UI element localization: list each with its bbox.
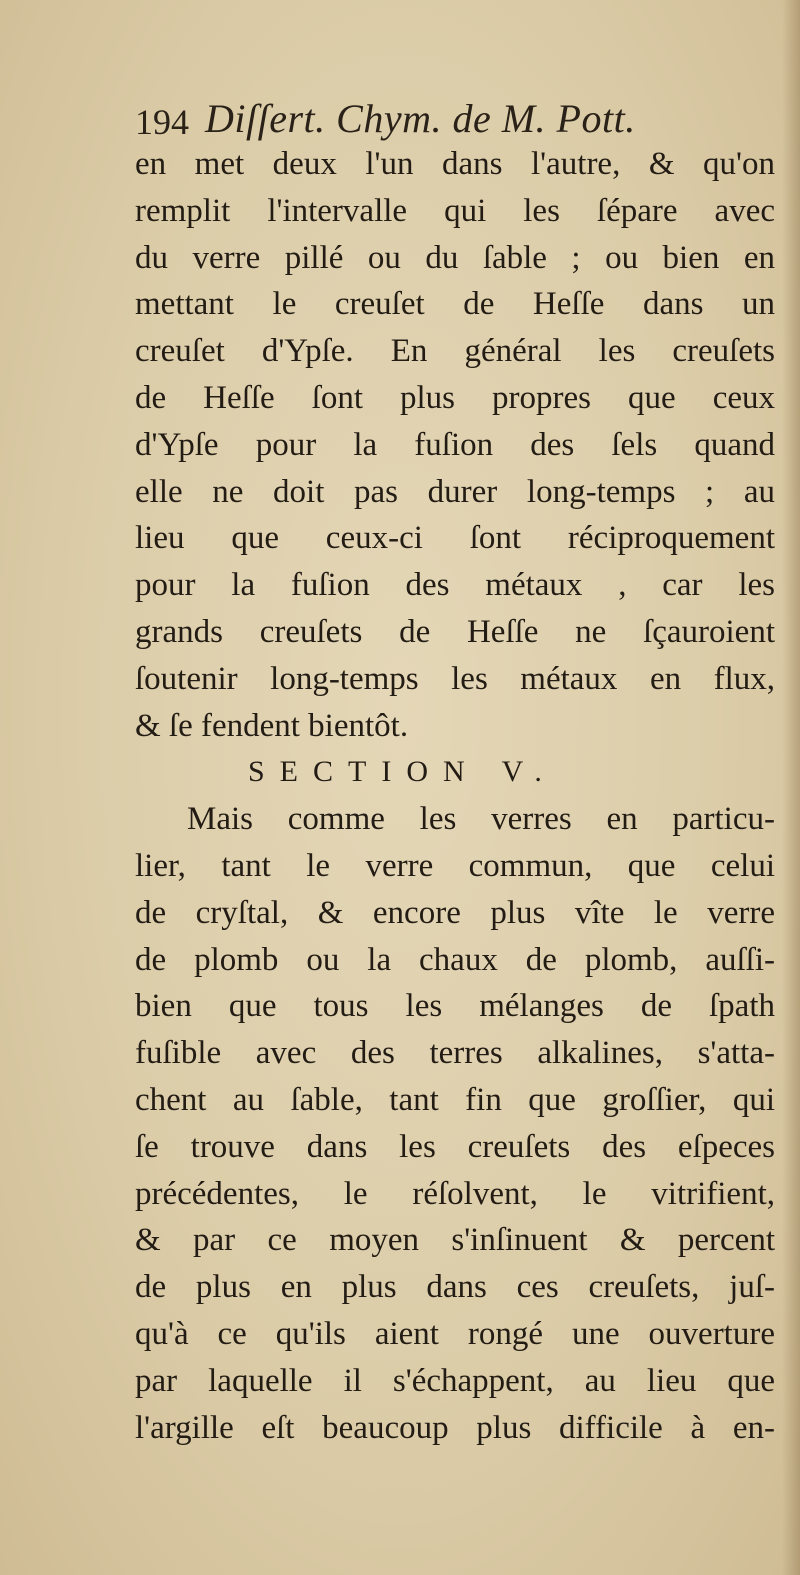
running-title: Diſſert. Chym. de M. Pott. [205, 96, 636, 141]
text-line: pour la fuſion des métaux , car les [135, 567, 775, 604]
text-line: de cryſtal, & encore plus vîte le verre [135, 894, 775, 931]
text-line: creuſet d'Ypſe. En général les creuſets [135, 333, 775, 370]
text-line: qu'à ce qu'ils aient rongé une ouverture [135, 1315, 775, 1352]
text-line: & par ce moyen s'inſinuent & percent [135, 1222, 775, 1259]
text-line: & ſe fendent bientôt. [135, 707, 409, 744]
text-line: précédentes, le réſolvent, le vitrifient, [135, 1175, 775, 1212]
page-number: 194 [135, 102, 189, 142]
text-line: ſoutenir long-temps les métaux en flux, [135, 660, 775, 697]
text-line: de plomb ou la chaux de plomb, auſſi- [135, 941, 775, 978]
body-text [135, 141, 775, 1451]
text-line: par laquelle il s'échappent, au lieu que [135, 1362, 775, 1399]
page-header [135, 96, 775, 146]
text-line: remplit l'intervalle qui les ſépare avec [135, 192, 775, 229]
text-line: lier, tant le verre commun, que celui [135, 847, 775, 884]
text-line: fuſible avec des terres alkalines, s'atta- [135, 1035, 775, 1072]
text-line: mettant le creuſet de Heſſe dans un [135, 286, 775, 323]
text-line: d'Ypſe pour la fuſion des ſels quand [135, 426, 775, 463]
text-line: en met deux l'un dans l'autre, & qu'on [135, 146, 775, 182]
text-line: du verre pillé ou du ſable ; ou bien en [135, 239, 775, 276]
text-line: grands creuſets de Heſſe ne ſçauroient [135, 613, 775, 650]
text-line: de Heſſe ſont plus propres que ceux [135, 379, 775, 416]
text-line: chent au ſable, tant fin que groſſier, qui [135, 1081, 775, 1118]
text-line: lieu que ceux-ci ſont réciproquement [135, 520, 775, 557]
text-line: l'argille eſt beaucoup plus difficile à en- [135, 1409, 775, 1446]
text-line: Mais comme les verres en particu- [187, 801, 775, 838]
text-line: elle ne doit pas durer long-temps ; au [135, 473, 775, 510]
section-heading: SECTION V. [248, 755, 557, 789]
text-line: ſe trouve dans les creuſets des eſpeces [135, 1128, 775, 1165]
page-edge-shadow [782, 0, 800, 1575]
text-line: de plus en plus dans ces creuſets, juſ- [135, 1269, 775, 1306]
text-line: bien que tous les mélanges de ſpath [135, 988, 775, 1025]
